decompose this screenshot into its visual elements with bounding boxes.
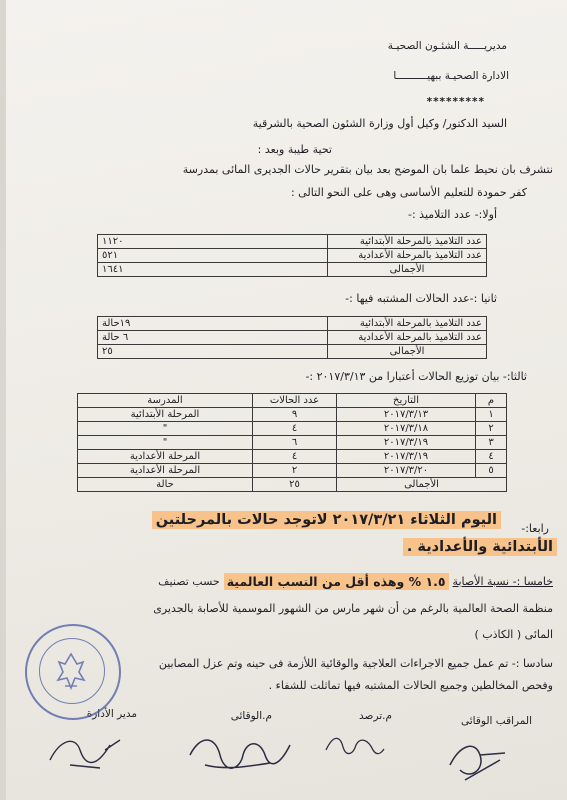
table-cell: ٤ xyxy=(253,422,337,436)
signature-scribble-preventive xyxy=(185,725,295,785)
official-stamp xyxy=(25,624,121,720)
section4-highlight-line-1: اليوم الثلاثاء ٢٠١٧/٣/٢١ لاتوجد حالات بالمرحلتين xyxy=(152,511,501,529)
section5-tail: حسب تصنيف xyxy=(158,575,220,588)
table-row xyxy=(98,331,487,345)
table-cell: ٢٥ xyxy=(98,345,328,359)
section6-line-1: سادسا :- تم عمل جميع الاجراءات العلاجية والوقائية اللأزمة فى حينه وتم عزل المصابين xyxy=(158,657,553,670)
signature-observer: المراقب الوقائى xyxy=(461,715,532,727)
table-cell: " xyxy=(78,436,253,450)
table-cell: ٤ xyxy=(476,450,507,464)
table-cell: الأجمالى xyxy=(337,478,507,492)
signature-surveillance: م.ترصد xyxy=(359,710,392,722)
suspected-cases-table xyxy=(97,316,487,359)
greeting: تحية طيبة وبعد : xyxy=(257,143,332,156)
section4-highlight-line-2: الأبتدائية والأعدادية . xyxy=(403,538,557,556)
table-row xyxy=(98,249,487,263)
table-cell: ٥ xyxy=(476,464,507,478)
signature-manager: مدير الأدارة xyxy=(86,708,137,720)
table-cell: ٢٠١٧/٣/١٨ xyxy=(337,422,476,436)
table-cell: ٢ xyxy=(476,422,507,436)
table-row xyxy=(98,263,487,277)
table-header-row xyxy=(78,394,507,408)
table-cell: عدد التلاميذ بالمرحلة الأعدادية xyxy=(328,331,487,345)
table-cell: عدد التلاميذ بالمرحلة الأبتدائية xyxy=(328,317,487,331)
intro-line-2: كفر حمودة للتعليم الأساسى وهى على النحو التالى : xyxy=(290,186,527,199)
table-cell: ٢ xyxy=(253,464,337,478)
table-cell: ١٦٤١ xyxy=(98,263,328,277)
table-total-row xyxy=(78,478,507,492)
table-cell: حالة xyxy=(78,478,253,492)
signature-scribble-surveillance xyxy=(318,725,388,765)
table-row xyxy=(98,235,487,249)
directorate-title: مديريـــــة الشئـون الصحيـة xyxy=(387,40,507,52)
table-row xyxy=(78,450,507,464)
section5-line-1 xyxy=(158,573,553,590)
table-cell: المرحلة الأعدادية xyxy=(78,450,253,464)
table-row xyxy=(78,422,507,436)
administration-title: الادارة الصحيـة ببهيــــــــــا xyxy=(393,70,509,82)
signature-scribble-manager xyxy=(40,720,130,780)
section2-title: ثانيا :-عدد الحالات المشتبه فيها :- xyxy=(345,292,497,305)
table-row xyxy=(98,317,487,331)
section4-label: رابعا:- xyxy=(521,522,549,535)
section5-highlight: ١.٥ % وهذه أقل من النسب العالمية xyxy=(224,573,449,590)
section6-line-2: وفحص المخالطين وجميع الحالات المشتبه فيها تماثلت للشفاء . xyxy=(268,679,553,692)
column-header: التاريخ xyxy=(337,394,476,408)
table-cell: ٥٢١ xyxy=(98,249,328,263)
table-cell: " xyxy=(78,422,253,436)
table-row xyxy=(78,408,507,422)
header-stars: ********* xyxy=(426,96,485,108)
table-row xyxy=(78,464,507,478)
table-cell: ١٩حالة xyxy=(98,317,328,331)
case-distribution-table xyxy=(77,393,507,492)
intro-line-1: نتشرف بان نحيط علما بان الموضح بعد بيان بتقرير حالات الجديرى المائى بمدرسة xyxy=(182,163,553,176)
table-cell: الأجمالى xyxy=(328,345,487,359)
section5-label: خامسا :- نسبة الأصابة xyxy=(452,575,553,588)
table-cell: المرحلة الأعدادية xyxy=(78,464,253,478)
table-cell: ٢٠١٧/٣/١٣ xyxy=(337,408,476,422)
table-cell: ١ xyxy=(476,408,507,422)
addressee: السيد الدكتور/ وكيل أول وزارة الشئون الصحية بالشرقية xyxy=(252,117,507,130)
signature-preventive: م.الوقائى xyxy=(230,710,272,722)
eagle-emblem-icon xyxy=(25,624,117,716)
column-header: المدرسة xyxy=(78,394,253,408)
table-cell: الأجمالى xyxy=(328,263,487,277)
section5-line-3: المائى ( الكاذب ) xyxy=(474,628,553,641)
table-cell: عدد التلاميذ بالمرحلة الأبتدائية xyxy=(328,235,487,249)
table-cell: ٩ xyxy=(253,408,337,422)
table-cell: عدد التلاميذ بالمرحلة الأعدادية xyxy=(328,249,487,263)
column-header: م xyxy=(476,394,507,408)
table-cell: ٤ xyxy=(253,450,337,464)
table-cell: ٣ xyxy=(476,436,507,450)
table-row xyxy=(78,436,507,450)
section3-title: ثالثا:- بيان توزيع الحالات أعتبارا من ٢٠١٧/٣/١٣ :- xyxy=(305,370,527,383)
table-cell: ١١٢٠ xyxy=(98,235,328,249)
signature-scribble-observer xyxy=(430,725,520,795)
students-table xyxy=(97,234,487,277)
table-cell: ٢٥ xyxy=(253,478,337,492)
table-cell: ٦ xyxy=(253,436,337,450)
table-cell: ٢٠١٧/٣/٢٠ xyxy=(337,464,476,478)
table-cell: ٢٠١٧/٣/١٩ xyxy=(337,450,476,464)
column-header: عدد الحالات xyxy=(253,394,337,408)
section1-title: أولا:- عدد التلاميذ :- xyxy=(408,208,497,221)
table-cell: ٦ حالة xyxy=(98,331,328,345)
section5-line-2: منظمة الصحة العالمية بالرغم من أن شهر مارس من الشهور الموسمية للأصابة بالجديرى xyxy=(153,602,553,615)
table-cell: المرحلة الأبتدائية xyxy=(78,408,253,422)
table-cell: ٢٠١٧/٣/١٩ xyxy=(337,436,476,450)
table-row xyxy=(98,345,487,359)
